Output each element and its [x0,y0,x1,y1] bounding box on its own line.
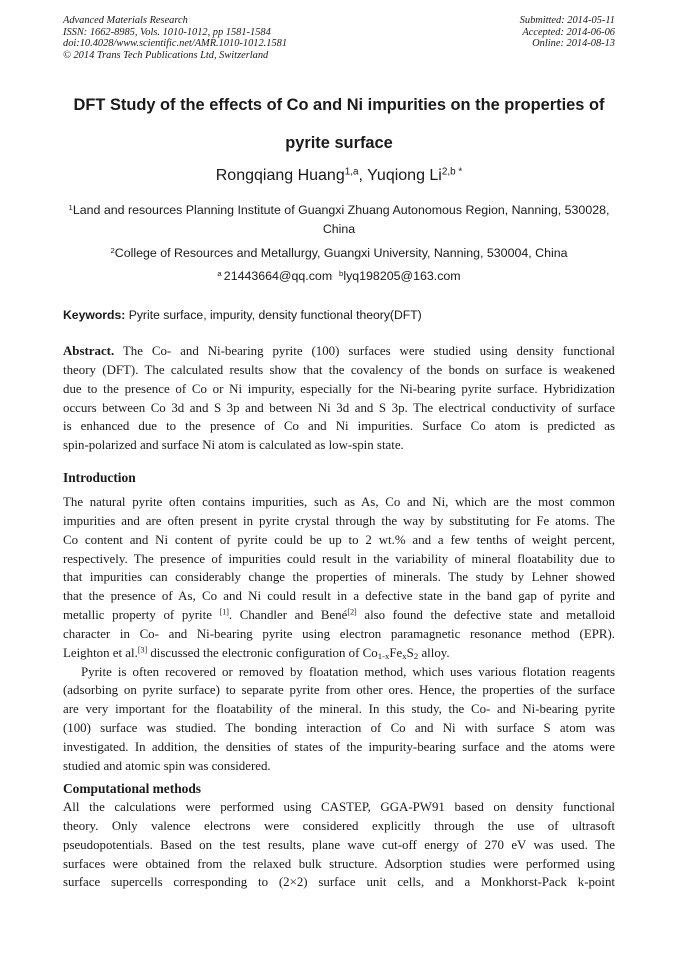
submission-dates [470,15,615,50]
intro-line-text: S [406,645,414,660]
email-b[interactable]: lyq198205@163.com [343,269,461,283]
email-a[interactable]: 21443664@qq.com [223,269,333,283]
author-2-affil: 2,b * [441,166,463,178]
formula-subscript: 1-x [377,650,390,661]
abstract-line-text: The Co- and Ni-bearing pyrite (100) surfaces were studied using density functional [114,344,615,358]
methods-line: pseudopotentials. Based on the test results, plane wave cut-off energy of 270 eV was used. The [63,837,615,852]
affiliation-1-marker: 1 [68,202,73,212]
abstract [63,342,615,455]
computational-methods-heading: Computational methods [63,781,202,796]
methods-line: surface supercells corresponding to (2×2) surface unit cells, and a Monkhorst-Pack k-point [63,875,615,890]
email-b-marker: b [339,268,344,278]
intro-line-text: Fe [389,645,403,660]
journal-info [63,15,287,61]
citation-1[interactable]: [1] [219,607,229,617]
intro-line: that the presence of As, Co and Ni could result in a defective state in the band gap of pyrite and [63,589,615,604]
abstract-label: Abstract. [63,344,115,358]
issn-line: ISSN: 1662-8985, Vols. 1010-1012, pp 1581-1584 [63,26,271,38]
intro-line: The natural pyrite often contains impurities, such as As, Co and Ni, which are the most common [63,495,615,509]
intro-line: investigated. In addition, the densities of states of the impurity-bearing surface and the atoms were [63,739,615,754]
intro-line: respectively. The presence of impurities could result in the variability of mineral floatability due to [63,551,615,566]
intro-line: impurities and are often present in pyrite crystal through the way by substituting for Fe atoms. The [63,513,615,528]
accepted-date: Accepted: 2014-06-06 [522,26,615,38]
affiliation-2-text: College of Resources and Metallurgy, Guangxi University, Nanning, 530004, China [114,246,568,260]
copyright-line: © 2014 Trans Tech Publications Ltd, Switzerland [63,49,269,61]
title-line-1: DFT Study of the effects of Co and Ni impurities on the properties of [73,96,605,114]
methods-line: surfaces were obtained from the relaxed bulk structure. Adsorption studies were performed using [63,856,615,871]
paper-title [63,86,615,162]
intro-line [63,644,615,663]
affiliation-2 [63,244,615,263]
affiliation-1 [63,201,615,239]
citation-2[interactable]: [2] [347,607,357,617]
title-line-2: pyrite surface [285,134,393,152]
abstract-line: theory (DFT). The calculated results show that the covalency of the bonds on surface is weakened [63,362,615,377]
affiliation-2-marker: 2 [110,245,115,255]
intro-line-text: alloy. [418,645,450,660]
email-a-marker: a [217,268,224,278]
author-1: Rongqiang Huang [215,167,345,184]
formula-subscript: 2 [413,650,419,661]
citation-3[interactable]: [3] [137,645,148,655]
intro-line: Pyrite is often recovered or removed by floatation method, which uses various flotation reagents [81,664,615,679]
keywords-text: Pyrite surface, impurity, density functional theory(DFT) [125,308,422,322]
author-list [63,164,615,188]
author-1-affil: 1,a [344,166,359,178]
methods-line: theory. Only valence electrons were considered explicitly through the use of ultrasoft [63,818,615,833]
abstract-line: due to the presence of Co or Ni impurity, especially for the Ni-bearing pyrite surface. Hybridization [63,381,615,396]
intro-line: (100) surface was studied. The bonding interaction of Co and Ni with surface S atom was [63,721,615,736]
intro-line: (adsorbing on pyrite surface) to separate pyrite from other ores. Hence, the properties of the surface [63,683,615,698]
intro-line-text: Leighton et al. [63,645,138,660]
online-date: Online: 2014-08-13 [532,38,615,50]
submitted-date: Submitted: 2014-05-11 [519,15,615,26]
intro-line-text: . Chandler and Bené [228,608,348,623]
intro-line [63,606,615,625]
intro-line-text: discussed the electronic configuration of Co [147,645,378,660]
abstract-line: is enhanced due to the presence of Co and Ni impurities. Surface Co atom is predicted as [63,419,615,434]
methods-line: All the calculations were performed using CASTEP, GGA-PW91 based on density functional [63,800,615,814]
introduction-heading: Introduction [63,470,136,485]
intro-line-text: metallic property of pyrite [63,608,220,623]
introduction-body [63,493,615,776]
email-line [63,267,615,286]
intro-line: that impurities can considerably change the properties of minerals. The study by Lehner showed [63,570,615,585]
affiliation-1-line-1: Land and resources Planning Institute of Guangxi Zhuang Autonomous Region, Nanning, 530028, [72,203,610,217]
intro-line: are very important for the floatability of the mineral. In this study, the Co- and Ni-bearing pyrite [63,702,615,717]
formula-subscript: x [402,650,407,661]
author-separator: , [358,167,368,184]
affiliation-1-line-2: China [322,222,356,236]
author-2: Yuqiong Li [367,167,442,184]
abstract-line: spin-polarized and surface Ni atom is calculated as low-spin state. [63,438,404,453]
doi-line: doi:10.4028/www.scientific.net/AMR.1010-1012.1581 [63,38,288,50]
intro-line: Co content and Ni content of pyrite could be up to 2 wt.% and a few tenths of weight percent, [63,532,615,547]
intro-line: character in Co- and Ni-bearing pyrite using electron paramagnetic resonance method (EPR). [63,626,615,641]
intro-line-text: also found the defective state and metalloid [356,608,615,623]
abstract-line: occurs between Co 3d and S 3p and between Ni 3d and S 3p. The electrical conductivity of surface [63,400,615,415]
journal-name: Advanced Materials Research [63,15,188,26]
intro-line: studied and atomic spin was considered. [63,758,271,773]
keywords [63,306,623,324]
abstract-line [63,342,615,361]
computational-methods-body [63,798,615,892]
keywords-label: Keywords: [63,308,126,322]
